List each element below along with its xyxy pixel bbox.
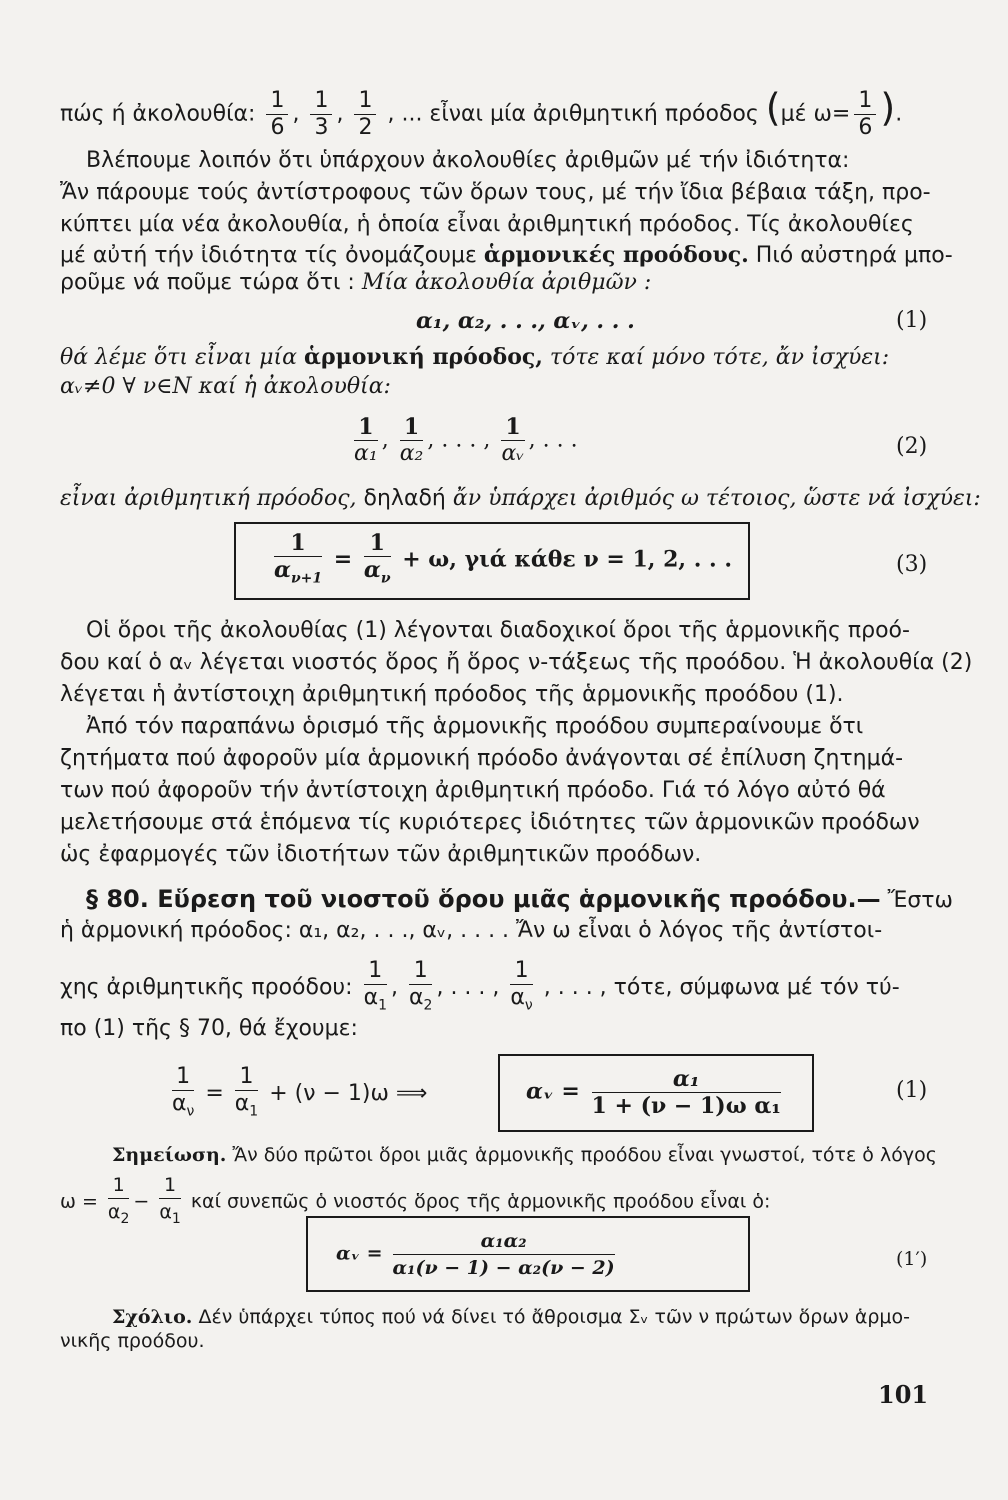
sec-frac-2: $\frac{1}{\alpha_2}$ xyxy=(409,958,433,1014)
para2-line3: λέγεται ἡ ἀντίστοιχη ἀριθμητική πρόοδος τῆς ἁρμονικῆς προόδου (1). xyxy=(60,682,844,707)
equation-1-number: (1) xyxy=(896,308,928,333)
note-frac-2: $\frac{1}{\alpha_1}$ xyxy=(159,1174,181,1227)
para1-text: μέ αὐτή τήν ἰδιότητα τίς ὀνομάζουμε xyxy=(60,243,477,268)
sec-frac-3: $\frac{1}{\alpha_\nu}$ xyxy=(510,958,533,1014)
eq3-text: + ω, γιά κάθε ν = 1, 2, . . . xyxy=(402,546,733,573)
def-text: θά λέμε ὅτι εἶναι μία xyxy=(60,345,298,370)
section-line4: πο (1) τῆς § 70, θά ἔχουμε: xyxy=(60,1016,358,1041)
para1-line5 xyxy=(60,268,651,298)
section-line2: ἡ ἁρμονική πρόοδος: α₁, α₂, . . ., αᵥ, . . . . Ἄν ω εἶναι ὁ λόγος τῆς ἀντίστοι- xyxy=(60,918,883,943)
equation-1: α₁, α₂, . . ., αᵥ, . . . xyxy=(416,308,635,334)
para1-last-italic: Μία ἀκολουθία ἀριθμῶν : xyxy=(361,270,652,295)
eq2-frac-2: $\frac{1}{\text{α₂}}$ xyxy=(399,414,424,466)
def3-it1: εἶναι ἀριθμητική πρόοδος, xyxy=(60,486,357,511)
eq2-frac-1: $\frac{1}{\text{α₁}}$ xyxy=(354,414,378,466)
para3-line4: μελετήσουμε στά ἑπόμενα τίς κυριότερες ἰδιότητες τῶν ἁρμονικῶν προόδων xyxy=(60,810,920,835)
para3-line1: Ἀπό τόν παραπάνω ὁρισμό τῆς ἁρμονικῆς προόδου συμπεραίνουμε ὅτι xyxy=(86,714,864,739)
para2-line1: Οἱ ὅροι τῆς ἀκολουθίας (1) λέγονται διαδοχικοί ὅροι τῆς ἁρμονικῆς προό- xyxy=(86,618,910,643)
eq3-frac-rhs: $\frac{1}{\alpha_\nu}$ xyxy=(363,530,391,587)
equation-3: $\frac{1}{\alpha_{\nu+1}}$ = $\frac{1}{\alpha_\nu}$ + ω, γιά κάθε ν = 1, 2, . . . xyxy=(270,530,732,591)
eq4-mid: + (ν − 1)ω ⟹ xyxy=(269,1081,428,1107)
comment-label: Σχόλιο. xyxy=(112,1306,193,1328)
intro-text: πώς ή ἀκολουθία: xyxy=(60,101,256,127)
section-after: Ἔστω xyxy=(887,888,953,913)
fraction-2: $\frac{1}{3}$ xyxy=(310,88,332,141)
para3-line2: ζητήματα πού ἀφοροῦν μία ἁρμονική πρόοδο ἀνάγονται σέ ἐπίλυση ζητημά- xyxy=(60,746,904,771)
eq4-frac-2: $\frac{1}{\alpha_1}$ xyxy=(234,1064,259,1120)
section-line3-post: , . . . , τότε, σύμφωνα μέ τόν τύ- xyxy=(543,975,900,1001)
eq4-box-lhs: αᵥ = xyxy=(526,1078,580,1105)
para1-last: ροῦμε νά ποῦμε τώρα ὅτι : xyxy=(60,270,355,295)
eq3-frac-lhs: $\frac{1}{\alpha_{\nu+1}}$ xyxy=(274,530,323,587)
equation-5 xyxy=(336,1228,619,1281)
intro-dots-text: , ... εἶναι μία ἀριθμητική πρόοδος xyxy=(387,101,759,127)
para3-line3: των πού ἀφοροῦν τήν ἀντίστοιχη ἀριθμητική πρόοδο. Γιά τό λόγο αὐτό θά xyxy=(60,778,886,803)
eq4-frac-1: $\frac{1}{\alpha_\nu}$ xyxy=(172,1064,195,1120)
fraction-1: $\frac{1}{6}$ xyxy=(266,88,288,141)
note-omega: ω = xyxy=(60,1190,98,1213)
note-line2: ω = $\frac{1}{\alpha_2}$ − $\frac{1}{\alpha_1}$ καί συνεπῶς ὁ νιοστός ὅρος τῆς ἁρμονικῆς προόδου εἶναι ὁ: xyxy=(60,1172,770,1232)
eq5-frac: $\frac{\text{α₁α₂}}{\text{α₁(ν − 1) − α₂(ν − 2)}}$ xyxy=(392,1230,615,1279)
comment-line1 xyxy=(112,1302,910,1332)
para1-line3: κύπτει μία νέα ἀκολουθία, ἡ ὁποία εἶναι ἀριθμητική πρόοδος. Τίς ἀκολουθίες xyxy=(60,212,914,237)
omega-fraction: $\frac{1}{6}$ xyxy=(854,88,876,141)
equation-4-boxed xyxy=(526,1066,785,1119)
def3-mid: δηλαδή xyxy=(363,486,446,511)
comment-line2: νικῆς προόδου. xyxy=(60,1330,205,1352)
note-frac-1: $\frac{1}{\alpha_2}$ xyxy=(107,1174,130,1227)
section-80-heading xyxy=(86,884,953,916)
sec-frac-1: $\frac{1}{\alpha_1}$ xyxy=(363,958,388,1014)
equation-4: $\frac{1}{\alpha_\nu}$ = $\frac{1}{\alpha_1}$ + (ν − 1)ω ⟹ xyxy=(168,1064,427,1124)
note-label: Σημείωση. xyxy=(112,1144,227,1166)
fraction-3: $\frac{1}{2}$ xyxy=(354,88,376,141)
definition-line2: αᵥ≠0 ∀ ν∈N καί ἡ ἀκολουθία: xyxy=(60,374,391,399)
eq4-box-frac: $\frac{\text{α₁}}{\text{1 + (ν − 1)ω α₁}}$ xyxy=(591,1066,781,1119)
section-title: § 80. Εὕρεση τοῦ νιοστοῦ ὅρου μιᾶς ἁρμονικῆς προόδου.— xyxy=(86,885,881,913)
para2-line2: δου καί ὁ αᵥ λέγεται νιοστός ὅρος ἤ ὅρος ν-τάξεως τῆς προόδου. Ἡ ἀκολουθία (2) xyxy=(60,650,973,675)
equation-3-number: (3) xyxy=(896,552,928,577)
page-number: 101 xyxy=(878,1380,929,1409)
equation-2: $\frac{1}{\text{α₁}}$ , $\frac{1}{\text{α₂}}$ , . . . , $\frac{1}{\text{αᵥ}}$ , . . . xyxy=(354,414,578,466)
def3-it2: ἄν ὑπάρχει ἀριθμός ω τέτοιος, ὥστε νά ἰσχύει: xyxy=(452,486,981,511)
equation-2-number: (2) xyxy=(896,434,928,459)
note-text: Ἄν δύο πρῶτοι ὅροι μιᾶς ἁρμονικῆς προόδου εἶναι γνωστοί, τότε ὁ λόγος xyxy=(232,1144,937,1166)
def-bold: ἁρμονική πρόοδος, xyxy=(304,344,543,370)
equation-5-number: (1′) xyxy=(896,1248,928,1270)
note-line2-post: καί συνεπῶς ὁ νιοστός ὅρος τῆς ἁρμονικῆς προόδου εἶναι ὁ: xyxy=(190,1190,771,1213)
eq5-lhs: αᵥ = xyxy=(336,1242,383,1265)
omega-label: μέ ω= xyxy=(780,101,851,127)
comment-text: Δέν ὑπάρχει τύπος πού νά δίνει τό ἄθροισμα Σᵥ τῶν ν πρώτων ὅρων ἁρμο- xyxy=(198,1306,910,1328)
para1-line1: Βλέπουμε λοιπόν ὅτι ὑπάρχουν ἀκολουθίες ἀριθμῶν μέ τήν ἰδιότητα: xyxy=(86,148,850,173)
para1-line2: Ἄν πάρουμε τούς ἀντίστροφους τῶν ὅρων τους, μέ τήν ἴδια βέβαια τάξη, προ- xyxy=(60,180,931,205)
para1-line4 xyxy=(60,240,953,271)
note-line1 xyxy=(112,1140,937,1170)
def-post: τότε καί μόνο τότε, ἄν ἰσχύει: xyxy=(549,345,890,370)
equation-4-number: (1) xyxy=(896,1078,928,1103)
section-line3: χης ἀριθμητικῆς προόδου: $\frac{1}{\alpha_1}$ , $\frac{1}{\alpha_2}$ , . . . , $\frac{1}{\alpha_\nu}$ , . . . , τότε, σύμφωνα μέ τόν τύ- xyxy=(60,958,900,1018)
para1-after: Πιό αὐστηρά μπο- xyxy=(755,243,953,268)
section-line3-pre: χης ἀριθμητικῆς προόδου: xyxy=(60,975,353,1001)
intro-line: πώς ή ἀκολουθία: $\frac{1}{6}$ , $\frac{1}{3}$ , $\frac{1}{2}$ , ... εἶναι μία ἀριθμητική πρόοδος (μέ ω= $\frac{1}{6}$ ). xyxy=(60,85,903,140)
harmonic-term: ἁρμονικές προόδους. xyxy=(483,242,749,268)
para3-line5: ὡς ἐφαρμογές τῶν ἰδιοτήτων τῶν ἀριθμητικῶν προόδων. xyxy=(60,842,702,867)
definition-line3 xyxy=(60,484,981,514)
eq2-frac-3: $\frac{1}{\text{αᵥ}}$ xyxy=(501,414,525,466)
definition-line1 xyxy=(60,342,889,373)
